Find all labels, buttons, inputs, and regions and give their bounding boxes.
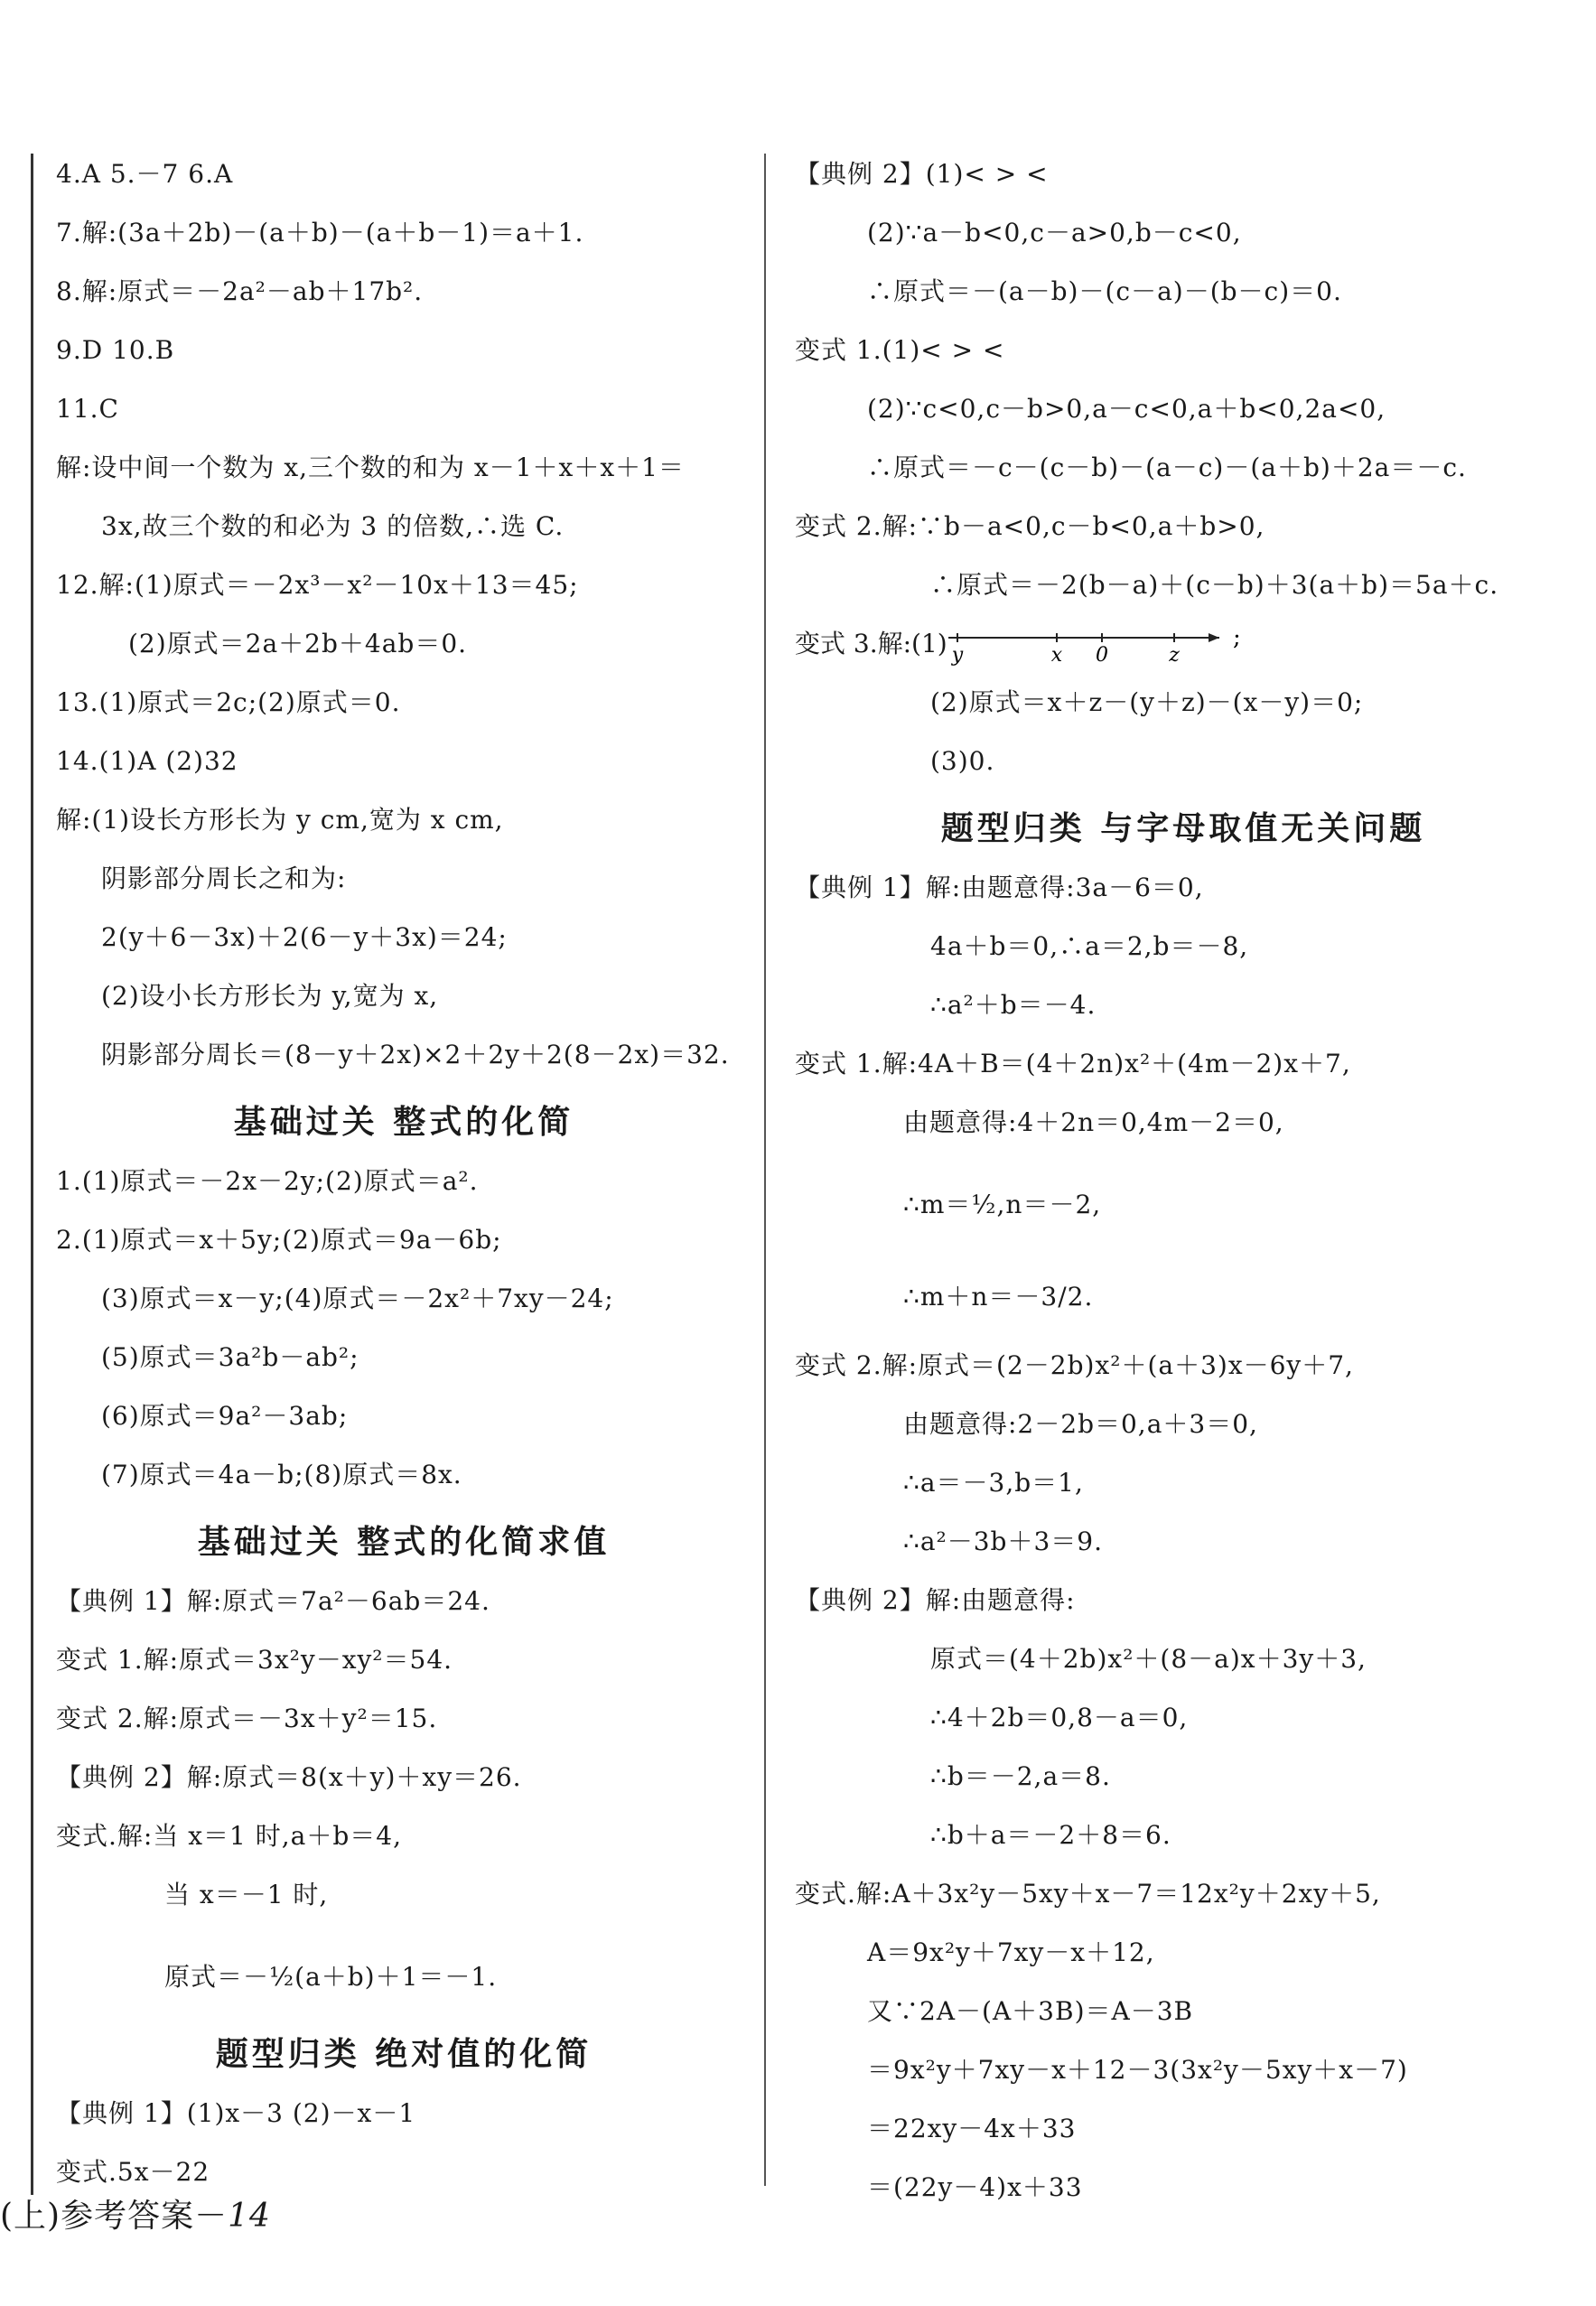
- answer-line: 14.(1)A (2)32: [56, 746, 238, 776]
- answer-line: ∴4＋2b＝0,8－a＝0,: [930, 1703, 1189, 1732]
- answer-line: 原式＝－½(a＋b)＋1＝－1.: [164, 1962, 498, 1992]
- left-column: [56, 152, 751, 2208]
- section-heading: 题型归类 与字母取值无关问题: [940, 810, 1426, 847]
- answer-line: 原式＝(4＋2b)x²＋(8－a)x＋3y＋3,: [930, 1644, 1367, 1674]
- number-line-answer: [795, 621, 1572, 680]
- answer-line: (2)∵c<0,c－b>0,a－c<0,a＋b<0,2a<0,: [867, 394, 1386, 424]
- answer-line: 解:(1)设长方形长为 y cm,宽为 x cm,: [56, 805, 504, 835]
- answer-line: (2)∵a－b<0,c－a>0,b－c<0,: [867, 218, 1242, 247]
- answer-line: 阴影部分周长＝(8－y＋2x)×2＋2y＋2(8－2x)＝32.: [101, 1040, 730, 1069]
- answer-line: 13.(1)原式＝2c;(2)原式＝0.: [56, 687, 401, 717]
- answer-line: 4a＋b＝0,∴a＝2,b＝－8,: [930, 931, 1249, 961]
- answer-line: (7)原式＝4a－b;(8)原式＝8x.: [101, 1460, 462, 1489]
- answer-line: ∴a²＋b＝－4.: [930, 990, 1097, 1020]
- answer-line: 2(y＋6－3x)＋2(6－y＋3x)＝24;: [101, 922, 508, 952]
- answer-line: 变式 2.解:∵b－a<0,c－b<0,a＋b>0,: [795, 511, 1265, 541]
- page-number: 14: [228, 2198, 271, 2235]
- answer-line: 4.A 5.－7 6.A: [56, 159, 234, 189]
- answer-line: 7.解:(3a＋2b)－(a＋b)－(a＋b－1)＝a＋1.: [56, 218, 584, 247]
- answer-line: 变式 1.解:原式＝3x²y－xy²＝54.: [56, 1645, 453, 1675]
- answer-line: ∴a²－3b＋3＝9.: [903, 1526, 1104, 1556]
- answer-line: ＝22xy－4x＋33: [867, 2114, 1077, 2143]
- answer-line: 【典例 2】(1)< > <: [795, 159, 1049, 189]
- answer-line: ∴a＝－3,b＝1,: [903, 1468, 1084, 1498]
- answer-line: ∴原式＝－2(b－a)＋(c－b)＋3(a＋b)＝5a＋c.: [930, 570, 1499, 600]
- column-divider: [764, 154, 766, 2186]
- answer-line: ∴原式＝－(a－b)－(c－a)－(b－c)＝0.: [867, 276, 1342, 306]
- tick-label: 0: [1096, 644, 1108, 667]
- answer-line: ∴原式＝－c－(c－b)－(a－c)－(a＋b)＋2a＝－c.: [867, 453, 1467, 482]
- answer-line: 【典例 1】(1)x－3 (2)－x－1: [56, 2098, 416, 2128]
- answer-line: (3)原式＝x－y;(4)原式＝－2x²＋7xy－24;: [101, 1284, 614, 1313]
- answer-line: 变式 1.解:4A＋B＝(4＋2n)x²＋(4m－2)x＋7,: [795, 1049, 1351, 1078]
- answer-line: (5)原式＝3a²b－ab²;: [101, 1342, 359, 1372]
- answer-line: ∴m＋n＝－3/2.: [903, 1282, 1094, 1312]
- answer-line: 变式 2.解:原式＝(2－2b)x²＋(a＋3)x－6y＋7,: [795, 1350, 1354, 1380]
- axis-arrow: [1209, 633, 1219, 642]
- page-footer: [0, 2190, 271, 2236]
- section-heading: 基础过关 整式的化简求值: [197, 1524, 611, 1561]
- answer-line: 【典例 1】解:原式＝7a²－6ab＝24.: [56, 1586, 490, 1616]
- answer-line: ∴b＋a＝－2＋8＝6.: [930, 1820, 1171, 1850]
- answer-line: A＝9x²y＋7xy－x＋12,: [867, 1937, 1155, 1967]
- tick-label: x: [1050, 644, 1063, 667]
- line-end-punct: ;: [1233, 630, 1241, 651]
- answer-line: ＝(22y－4)x＋33: [867, 2172, 1083, 2202]
- answer-line: 12.解:(1)原式＝－2x³－x²－10x＋13＝45;: [56, 570, 579, 600]
- answer-line: (6)原式＝9a²－3ab;: [101, 1401, 349, 1431]
- answer-line: 变式.解:当 x＝1 时,a＋b＝4,: [56, 1821, 402, 1851]
- answer-line: ∴m＝½,n＝－2,: [903, 1190, 1102, 1219]
- answer-line: (2)原式＝x＋z－(y＋z)－(x－y)＝0;: [930, 687, 1364, 717]
- answer-line: 由题意得:4＋2n＝0,4m－2＝0,: [903, 1107, 1284, 1137]
- answer-line: 【典例 1】解:由题意得:3a－6＝0,: [795, 873, 1204, 902]
- answer-line: 变式.解:A＋3x²y－5xy＋x－7＝12x²y＋2xy＋5,: [795, 1879, 1381, 1909]
- answer-line: 变式 1.(1)< > <: [795, 335, 1005, 365]
- answer-line: ＝9x²y＋7xy－x＋12－3(3x²y－5xy＋x－7): [867, 2055, 1408, 2085]
- tick-label: z: [1169, 644, 1180, 667]
- answer-line: 阴影部分周长之和为:: [101, 864, 347, 893]
- tick-label: y: [951, 644, 964, 667]
- answer-line: 【典例 2】解:原式＝8(x＋y)＋xy＝26.: [56, 1762, 522, 1792]
- answer-line: 1.(1)原式＝－2x－2y;(2)原式＝a².: [56, 1166, 479, 1196]
- answer-label: 变式 3.解:(1): [795, 629, 947, 658]
- answer-line: 变式 2.解:原式＝－3x＋y²＝15.: [56, 1704, 438, 1733]
- answer-line: 变式.5x－22: [56, 2157, 210, 2187]
- answer-line: (2)设小长方形长为 y,宽为 x,: [101, 981, 439, 1011]
- answer-line: (2)原式＝2a＋2b＋4ab＝0.: [128, 629, 468, 658]
- answer-line: ∴b＝－2,a＝8.: [930, 1761, 1111, 1791]
- right-column: [795, 152, 1572, 2224]
- section-heading: 题型归类 绝对值的化简: [215, 2036, 593, 2073]
- answer-line: 8.解:原式＝－2a²－ab＋17b².: [56, 276, 424, 306]
- answer-line: (3)0.: [930, 746, 995, 776]
- left-margin-rule: [31, 154, 33, 2195]
- answer-line: 由题意得:2－2b＝0,a＋3＝0,: [903, 1409, 1258, 1439]
- answer-line: 2.(1)原式＝x＋5y;(2)原式＝9a－6b;: [56, 1225, 502, 1255]
- footer-label: (上)参考答案－: [0, 2198, 229, 2235]
- answer-line: 9.D 10.B: [56, 335, 175, 365]
- answer-line: 当 x＝－1 时,: [164, 1880, 329, 1909]
- answer-line: 11.C: [56, 394, 119, 424]
- answer-line: 【典例 2】解:由题意得:: [795, 1585, 1076, 1615]
- number-line: [921, 630, 1246, 667]
- answer-line: 解:设中间一个数为 x,三个数的和为 x－1＋x＋x＋1＝: [56, 453, 685, 482]
- answer-line: 3x,故三个数的和必为 3 的倍数,∴选 C.: [101, 511, 565, 541]
- section-heading: 基础过关 整式的化简: [233, 1104, 574, 1141]
- answer-line: 又∵2A－(A＋3B)＝A－3B: [867, 1996, 1194, 2026]
